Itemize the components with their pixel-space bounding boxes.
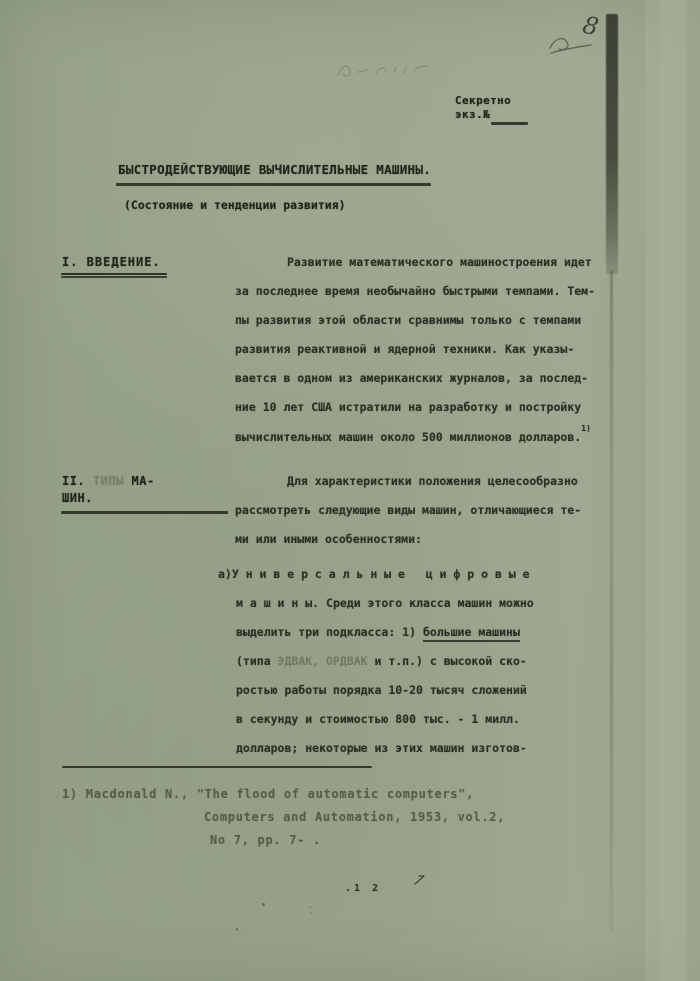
item-a-line-prefix: (типа (236, 654, 278, 668)
copy-number-label: экз.№ (455, 108, 491, 121)
ink-speck (262, 903, 265, 906)
section-1-heading: I. ВВЕДЕНИЕ. (62, 255, 161, 269)
handwritten-page-number: 8 (580, 10, 602, 42)
page-crease-line (610, 270, 613, 932)
intro-line: ние 10 лет США истратили на разработку и постройку (235, 400, 582, 414)
section-2-heading-underline (61, 511, 228, 514)
item-a-line-rest: и т.п.) с высокой ско- (367, 654, 527, 668)
document-subtitle: (Состояние и тенденции развития) (124, 198, 346, 212)
section-1-heading-underline (61, 273, 167, 278)
copy-number-blank-line (491, 122, 528, 125)
intro-line: развития реактивной и ядерной техники. Как указы- (235, 342, 575, 356)
item-a-line-rest: Среди этого класса машин можно (319, 596, 534, 610)
handwritten-scribble-icon (546, 34, 596, 56)
item-a-spaced-term: м а ш и н ы. (236, 596, 320, 610)
ink-speck (309, 906, 311, 908)
item-a-line (236, 625, 520, 639)
item-a-line: долларов; некоторые из этих машин изготов- (236, 741, 527, 755)
footnote-line: No 7, pp. 7- . (210, 833, 321, 847)
footnote-separator (62, 766, 372, 768)
bottom-arrow-mark-icon (413, 874, 427, 886)
title-underline (116, 183, 431, 186)
types-line: ми или иными особенностями: (235, 532, 422, 546)
item-a-line: ростью работы порядка 10-20 тысяч сложений (236, 683, 527, 697)
item-a-line-prefix: выделить три подкласса: 1) (236, 625, 423, 639)
footnote-line: 1) Macdonald N., "The flood of automatic computers", (62, 787, 475, 801)
intro-line: Развитие математического машиностроения идет (287, 255, 592, 269)
faint-handwriting-icon (332, 58, 436, 84)
intro-line: за последнее время необычайно быстрыми темпами. Тем- (235, 284, 596, 298)
footnote-reference: 1) (581, 424, 591, 433)
footnote-line: Computers and Automation, 1953, vol.2, (204, 810, 506, 824)
item-a-line (236, 596, 534, 610)
section-2-heading-line2: ШИН. (62, 491, 93, 505)
classification-stamp: Секретно (455, 94, 512, 107)
intro-line: вается в одном из американских журналов, за послед- (235, 371, 589, 385)
intro-line: пы развития этой области сравнимы только с темпами (235, 313, 582, 327)
ink-speck (310, 912, 312, 914)
types-line: рассмотреть следующие виды машин, отличающиеся те- (235, 503, 582, 517)
section-2-heading-faded-word: ТИПЫ (92, 474, 124, 488)
section-2-number: II. (62, 474, 93, 488)
ink-speck (236, 928, 238, 931)
binding-shadow-bar (606, 14, 618, 274)
intro-line-with-footnote (235, 424, 591, 444)
section-2-heading-tail: МА- (123, 474, 155, 488)
intro-line-text: вычислительных машин около 500 миллионов долларов. (235, 429, 582, 444)
item-a-underlined-term: большие машины (423, 625, 520, 642)
types-line: Для характеристики положения целесообразно (287, 474, 578, 488)
item-a-faded-machine-names: ЭДВАК, ОРДВАК (277, 654, 368, 668)
section-2-heading-line1 (62, 474, 155, 488)
bottom-stamp-mark: .1 2 (345, 883, 382, 894)
item-a-line (236, 654, 527, 668)
scan-light-band-inner (660, 0, 686, 981)
item-a-line: а)У н и в е р с а л ь н ы е ц и ф р о в ы е (218, 567, 530, 581)
document-title: БЫСТРОДЕЙСТВУЮЩИЕ ВЫЧИСЛИТЕЛЬНЫЕ МАШИНЫ. (118, 162, 432, 177)
item-a-line: в секунду и стоимостью 800 тыс. - 1 милл. (236, 712, 520, 726)
